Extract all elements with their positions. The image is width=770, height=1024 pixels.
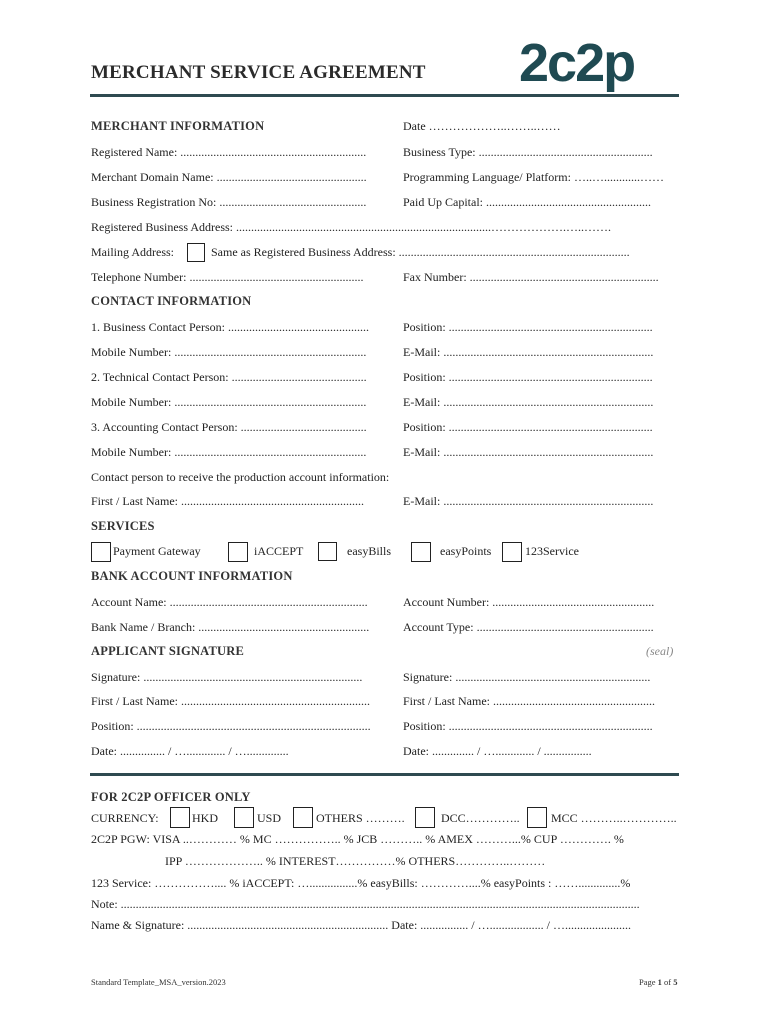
business-mobile-field[interactable]: Mobile Number: ................................................................ <box>91 345 367 359</box>
note-field[interactable]: Note: ............................................................................................................................................................................. <box>91 897 640 911</box>
position-right-field[interactable]: Position: .................................................................... <box>403 719 653 733</box>
payment-gateway-label: Payment Gateway <box>113 544 201 558</box>
123service-label: 123Service <box>525 544 579 558</box>
telephone-field[interactable]: Telephone Number: .......................................................... <box>91 270 364 284</box>
business-registration-field[interactable]: Business Registration No: ................................................. <box>91 195 367 209</box>
same-address-checkbox[interactable] <box>187 243 205 262</box>
mcc-checkbox[interactable] <box>527 807 547 828</box>
position-left-field[interactable]: Position: .............................................................................. <box>91 719 371 733</box>
dcc-checkbox[interactable] <box>415 807 435 828</box>
production-email-field[interactable]: E-Mail: ...................................................................... <box>403 494 654 508</box>
services-heading: SERVICES <box>91 519 155 533</box>
company-logo: 2c2p <box>519 33 635 93</box>
123service-checkbox[interactable] <box>502 542 522 562</box>
pgw-rates-field[interactable]: 2C2P PGW: VISA ..………… % MC …………….. % JCB ……….. % AMEX ………...% CUP …………. % <box>91 832 624 846</box>
technical-mobile-field[interactable]: Mobile Number: ................................................................ <box>91 395 367 409</box>
production-name-field[interactable]: First / Last Name: ............................................................. <box>91 494 364 508</box>
header-divider <box>90 94 679 97</box>
name-right-field[interactable]: First / Last Name: ...................................................... <box>403 694 655 708</box>
iaccept-checkbox[interactable] <box>228 542 248 562</box>
easypoints-label: easyPoints <box>440 544 492 558</box>
bank-info-heading: BANK ACCOUNT INFORMATION <box>91 569 293 583</box>
easybills-checkbox[interactable] <box>318 542 337 561</box>
currency-label: CURRENCY: <box>91 811 159 825</box>
paid-up-capital-field[interactable]: Paid Up Capital: ....................................................... <box>403 195 651 209</box>
accounting-email-field[interactable]: E-Mail: ...................................................................... <box>403 445 654 459</box>
accounting-position-field[interactable]: Position: .................................................................... <box>403 420 653 434</box>
officer-divider <box>90 773 679 776</box>
contact-info-heading: CONTACT INFORMATION <box>91 294 252 308</box>
page-total: 5 <box>673 977 678 987</box>
page-prefix: Page <box>639 977 658 987</box>
others-checkbox[interactable] <box>293 807 313 828</box>
accounting-mobile-field[interactable]: Mobile Number: ................................................................ <box>91 445 367 459</box>
others-label: OTHERS ………. <box>316 811 405 825</box>
hkd-label: HKD <box>192 811 218 825</box>
mailing-address-label: Mailing Address: <box>91 245 174 259</box>
page-number <box>639 977 678 987</box>
account-name-field[interactable]: Account Name: .................................................................. <box>91 595 368 609</box>
hkd-checkbox[interactable] <box>170 807 190 828</box>
mcc-label: MCC ………..………….. <box>551 811 677 825</box>
123-service-rates-field[interactable]: 123 Service: …………….... % iACCEPT: …................% easyBills: …………....% easyPoints : ……..............% <box>91 876 631 890</box>
page-of: of <box>661 977 674 987</box>
page-current: 1 <box>657 977 662 987</box>
iaccept-label: iACCEPT <box>254 544 304 558</box>
officer-heading: FOR 2C2P OFFICER ONLY <box>91 790 251 804</box>
accounting-contact-field[interactable]: 3. Accounting Contact Person: .......................................... <box>91 420 367 434</box>
business-type-field[interactable]: Business Type: .......................................................... <box>403 145 653 159</box>
dcc-label: DCC………….. <box>441 811 520 825</box>
technical-position-field[interactable]: Position: .................................................................... <box>403 370 653 384</box>
programming-language-field[interactable]: Programming Language/ Platform: …..…............…… <box>403 170 664 184</box>
name-left-field[interactable]: First / Last Name: ............................................................... <box>91 694 370 708</box>
bank-branch-field[interactable]: Bank Name / Branch: ......................................................... <box>91 620 370 634</box>
date-field[interactable]: Date ………………..……..…… <box>403 119 561 133</box>
template-version: Standard Template_MSA_version.2023 <box>91 977 226 987</box>
signature-right-field[interactable]: Signature: ................................................................. <box>403 670 651 684</box>
business-position-field[interactable]: Position: .................................................................... <box>403 320 653 334</box>
merchant-domain-field[interactable]: Merchant Domain Name: .................................................. <box>91 170 367 184</box>
business-email-field[interactable]: E-Mail: ...................................................................... <box>403 345 654 359</box>
ipp-rates-field[interactable]: IPP ……………….. % INTEREST……………% OTHERS…………..……… <box>165 854 546 868</box>
fax-field[interactable]: Fax Number: ............................................................... <box>403 270 659 284</box>
signature-left-field[interactable]: Signature: ......................................................................... <box>91 670 363 684</box>
applicant-signature-heading: APPLICANT SIGNATURE <box>91 644 245 658</box>
page-title: MERCHANT SERVICE AGREEMENT <box>91 62 426 83</box>
technical-email-field[interactable]: E-Mail: ...................................................................... <box>403 395 654 409</box>
easypoints-checkbox[interactable] <box>411 542 431 562</box>
production-contact-note: Contact person to receive the production account information: <box>91 470 390 484</box>
payment-gateway-checkbox[interactable] <box>91 542 111 562</box>
merchant-info-heading: MERCHANT INFORMATION <box>91 119 265 133</box>
registered-address-field[interactable]: Registered Business Address: .....................................................................................……………….…..……. <box>91 220 611 234</box>
date-right-field[interactable]: Date: .............. / …............. / ................ <box>403 744 592 758</box>
usd-checkbox[interactable] <box>234 807 254 828</box>
technical-contact-field[interactable]: 2. Technical Contact Person: ............................................. <box>91 370 367 384</box>
date-left-field[interactable]: Date: ............... / …............. / ….............. <box>91 744 289 758</box>
account-type-field[interactable]: Account Type: ........................................................... <box>403 620 654 634</box>
seal-label: (seal) <box>646 644 674 658</box>
registered-name-field[interactable]: Registered Name: .............................................................. <box>91 145 367 159</box>
business-contact-field[interactable]: 1. Business Contact Person: ............................................... <box>91 320 369 334</box>
easybills-label: easyBills <box>347 544 391 558</box>
usd-label: USD <box>257 811 282 825</box>
same-address-field[interactable]: Same as Registered Business Address: ............................................................................. <box>211 245 630 259</box>
name-signature-field[interactable]: Name & Signature: ................................................................... Date: ................ / ….................. / …...................... <box>91 918 631 932</box>
account-number-field[interactable]: Account Number: ...................................................... <box>403 595 655 609</box>
